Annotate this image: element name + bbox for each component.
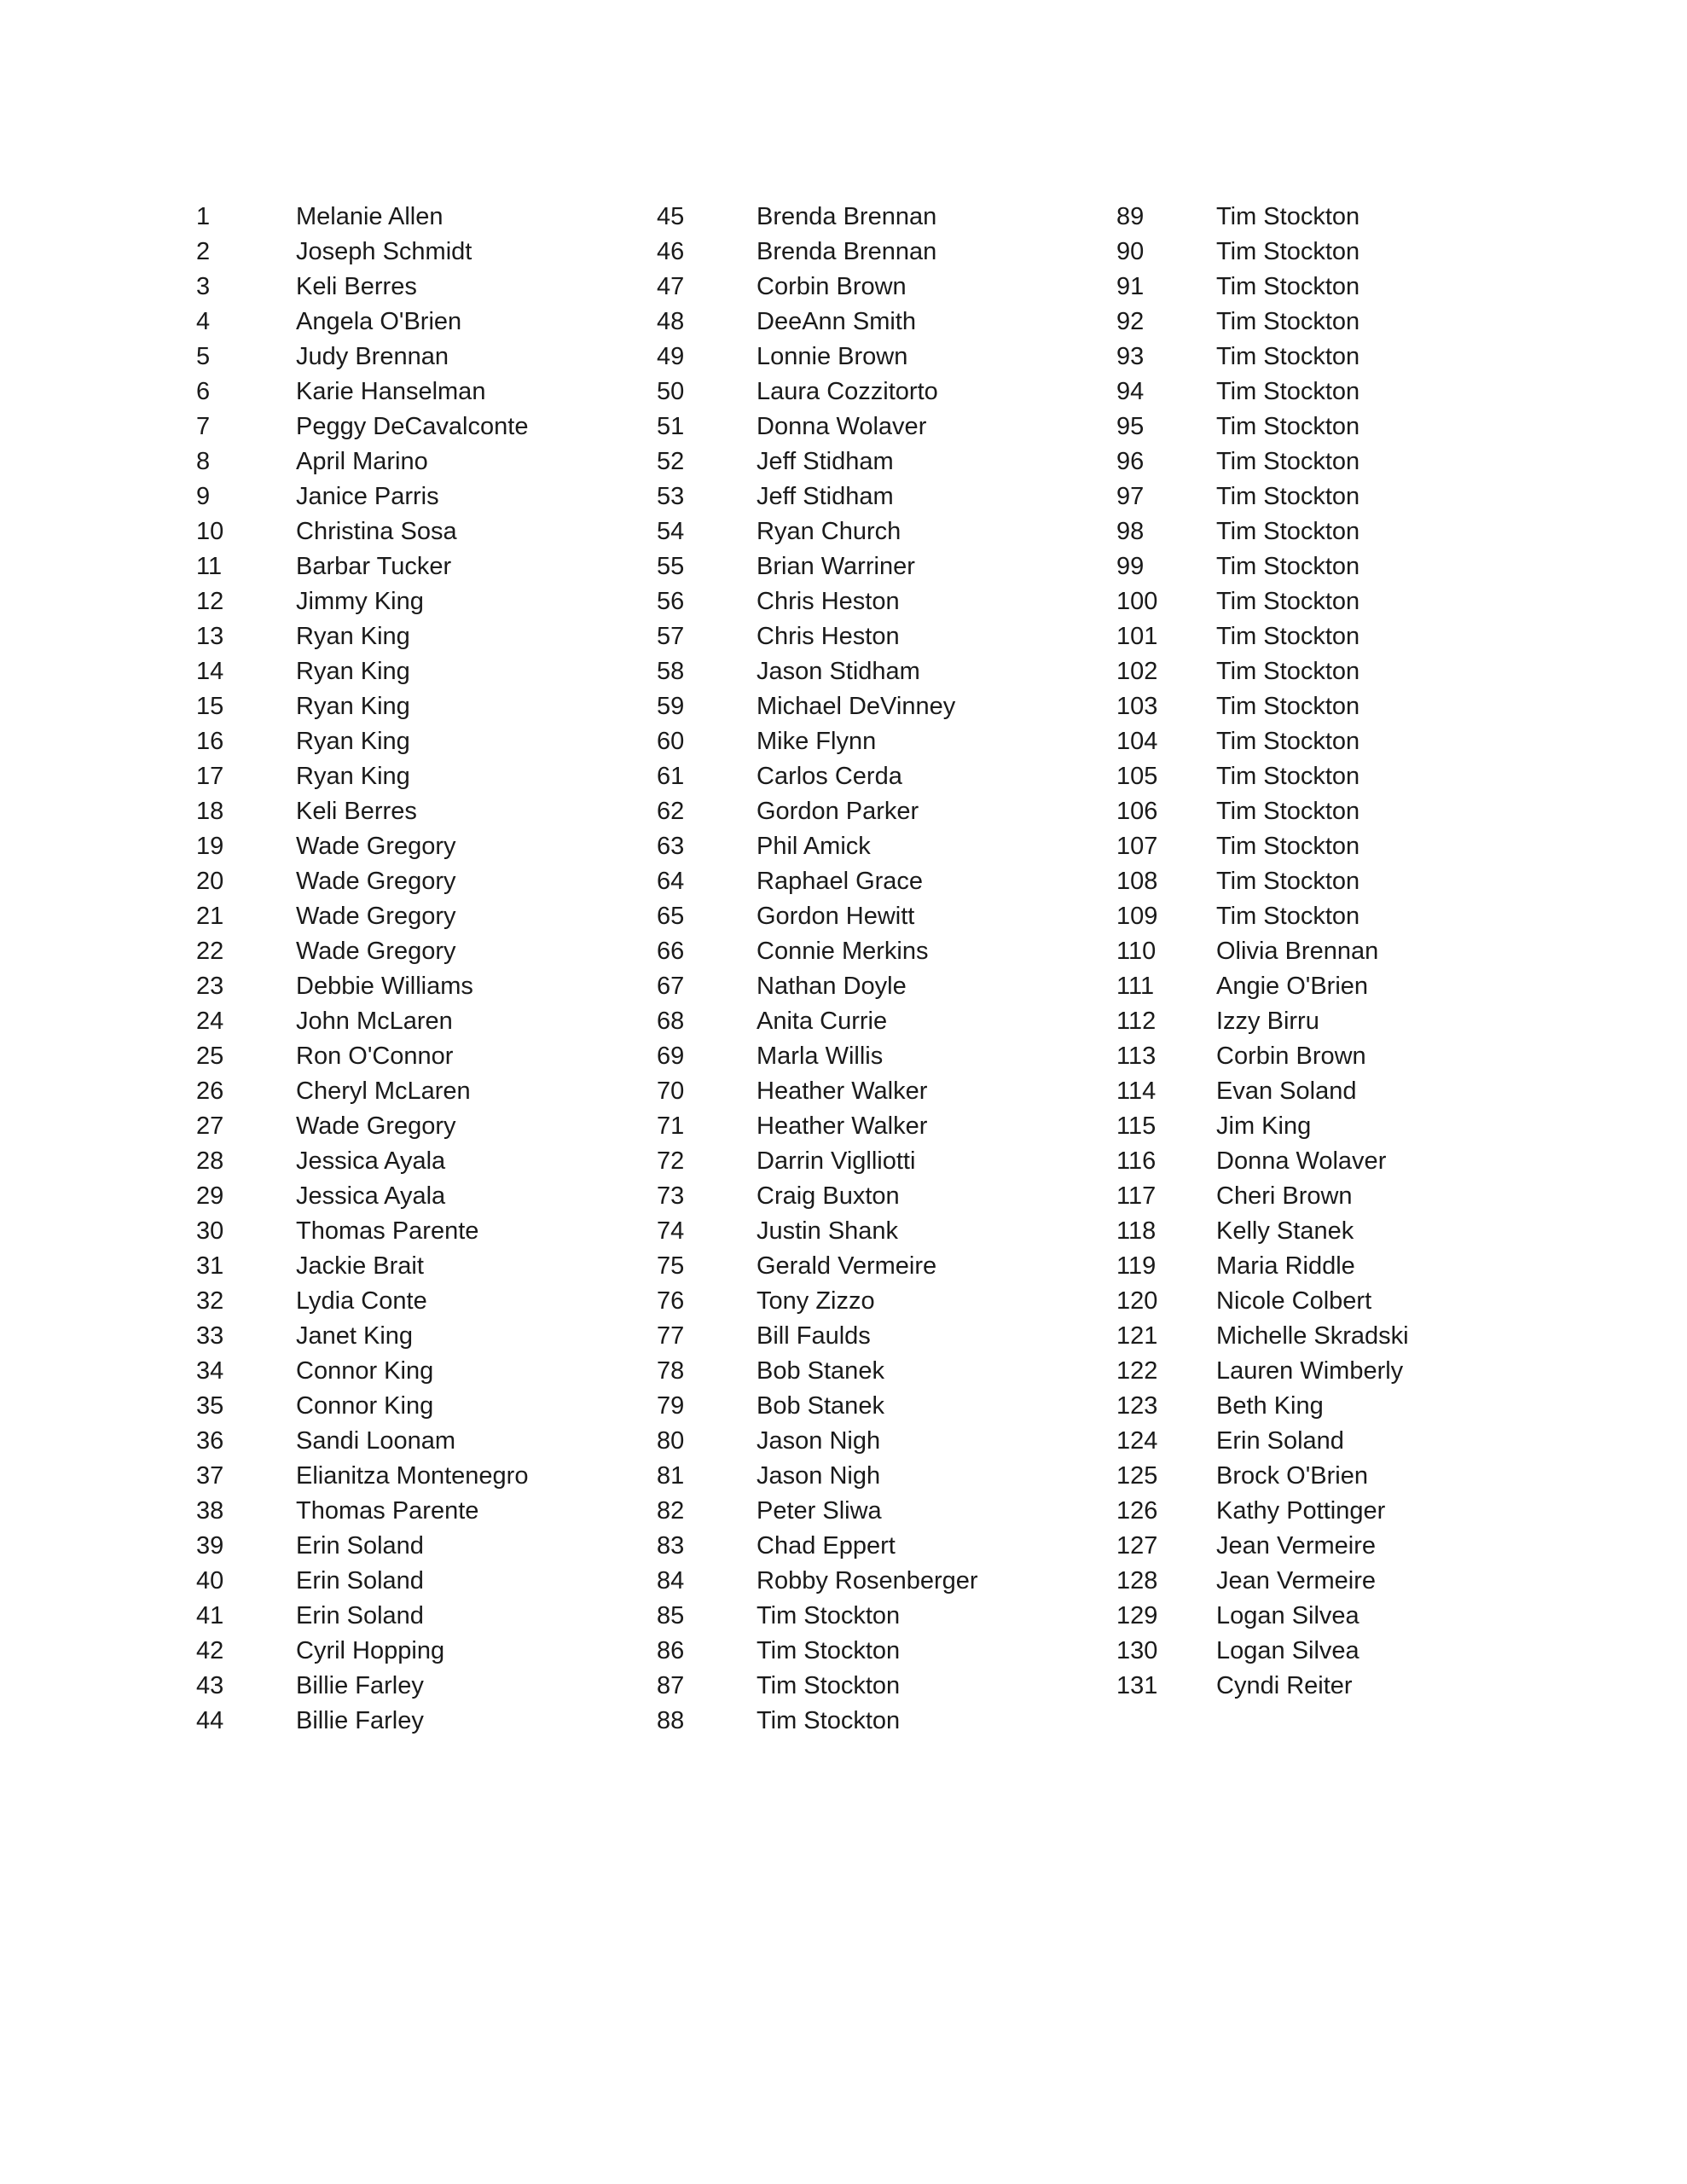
entry-number: 101	[1116, 623, 1158, 650]
entry-name: Wade Gregory	[296, 868, 456, 895]
entry-number: 89	[1116, 203, 1145, 230]
entry-number: 118	[1116, 1217, 1157, 1245]
entry-name: Nicole Colbert	[1216, 1287, 1372, 1315]
entry-name: Melanie Allen	[296, 203, 443, 230]
entry-number: 62	[657, 798, 685, 825]
entry-number: 85	[657, 1602, 685, 1629]
entry-name: Erin Soland	[296, 1567, 424, 1594]
entry-name: Erin Soland	[296, 1532, 424, 1560]
entry-number: 115	[1116, 1112, 1157, 1140]
entry-number: 43	[196, 1672, 224, 1699]
entry-number: 78	[657, 1357, 685, 1385]
entry-name: Bob Stanek	[757, 1357, 884, 1385]
entry-number: 124	[1116, 1427, 1158, 1455]
entry-number: 122	[1116, 1357, 1158, 1385]
entry-number: 14	[196, 658, 224, 685]
entry-number: 94	[1116, 378, 1145, 405]
entry-name: Tim Stockton	[1216, 763, 1360, 790]
entry-name: Jessica Ayala	[296, 1147, 446, 1175]
entry-number: 42	[196, 1637, 224, 1664]
entry-name: Tim Stockton	[1216, 483, 1360, 510]
entry-number: 27	[196, 1112, 224, 1140]
entry-number: 28	[196, 1147, 224, 1175]
entry-name: Phil Amick	[757, 833, 871, 860]
entry-name: Wade Gregory	[296, 938, 456, 965]
entry-name: Cheri Brown	[1216, 1182, 1353, 1210]
entry-name: Wade Gregory	[296, 1112, 456, 1140]
entry-number: 72	[657, 1147, 685, 1175]
entry-name: Peggy DeCavalconte	[296, 413, 529, 440]
entry-name: Jessica Ayala	[296, 1182, 446, 1210]
entry-name: Jeff Stidham	[757, 448, 894, 475]
entry-number: 60	[657, 728, 685, 755]
entry-name: Tony Zizzo	[757, 1287, 875, 1315]
entry-name: Tim Stockton	[1216, 273, 1360, 300]
entry-number: 100	[1116, 588, 1158, 615]
entry-name: Cyril Hopping	[296, 1637, 445, 1664]
entry-number: 129	[1116, 1602, 1158, 1629]
entry-number: 58	[657, 658, 685, 685]
entry-name: Jim King	[1216, 1112, 1312, 1140]
entry-number: 65	[657, 903, 685, 930]
entry-name: Ryan King	[296, 728, 410, 755]
entry-number: 24	[196, 1008, 224, 1035]
entry-number: 108	[1116, 868, 1158, 895]
entry-name: Donna Wolaver	[1216, 1147, 1387, 1175]
entry-name: Anita Currie	[757, 1008, 888, 1035]
entry-name: Tim Stockton	[1216, 308, 1360, 335]
entry-number: 117	[1116, 1182, 1157, 1210]
entry-name: Tim Stockton	[1216, 903, 1360, 930]
entry-name: Jason Nigh	[757, 1462, 881, 1490]
entry-name: Connor King	[296, 1392, 434, 1420]
entry-name: Billie Farley	[296, 1672, 424, 1699]
entry-number: 123	[1116, 1392, 1158, 1420]
entry-number: 92	[1116, 308, 1145, 335]
entry-number: 63	[657, 833, 685, 860]
entry-number: 50	[657, 378, 685, 405]
entry-number: 109	[1116, 903, 1158, 930]
entry-name: Olivia Brennan	[1216, 938, 1379, 965]
entry-number: 111	[1116, 973, 1155, 1000]
entry-name: Tim Stockton	[1216, 728, 1360, 755]
entry-name: Logan Silvea	[1216, 1637, 1359, 1664]
entry-number: 121	[1116, 1322, 1158, 1350]
entry-name: Beth King	[1216, 1392, 1324, 1420]
entry-number: 68	[657, 1008, 685, 1035]
entry-number: 116	[1116, 1147, 1157, 1175]
entry-name: Jean Vermeire	[1216, 1532, 1376, 1560]
entry-name: Cheryl McLaren	[296, 1077, 471, 1105]
entry-name: Logan Silvea	[1216, 1602, 1359, 1629]
entry-number: 2	[196, 238, 211, 265]
entry-number: 64	[657, 868, 685, 895]
entry-name: Tim Stockton	[1216, 343, 1360, 370]
entry-name: Heather Walker	[757, 1077, 928, 1105]
entry-number: 57	[657, 623, 685, 650]
entry-number: 1	[196, 203, 211, 230]
entry-number: 16	[196, 728, 224, 755]
entry-name: Ryan King	[296, 693, 410, 720]
entry-number: 70	[657, 1077, 685, 1105]
entry-number: 66	[657, 938, 685, 965]
entry-name: Tim Stockton	[1216, 868, 1360, 895]
entry-number: 84	[657, 1567, 685, 1594]
entry-number: 23	[196, 973, 224, 1000]
entry-number: 91	[1116, 273, 1145, 300]
entry-number: 81	[657, 1462, 685, 1490]
entry-number: 46	[657, 238, 685, 265]
entry-number: 6	[196, 378, 211, 405]
entry-number: 5	[196, 343, 211, 370]
entry-number: 86	[657, 1637, 685, 1664]
entry-number: 34	[196, 1357, 224, 1385]
entry-number: 104	[1116, 728, 1158, 755]
entry-number: 17	[196, 763, 224, 790]
entry-name: Christina Sosa	[296, 518, 457, 545]
entry-number: 113	[1116, 1043, 1157, 1070]
entry-name: Tim Stockton	[1216, 658, 1360, 685]
entry-name: Tim Stockton	[1216, 553, 1360, 580]
entry-name: Elianitza Montenegro	[296, 1462, 529, 1490]
entry-name: Ryan King	[296, 763, 410, 790]
entry-number: 44	[196, 1707, 224, 1734]
entry-number: 97	[1116, 483, 1145, 510]
entry-name: Jason Stidham	[757, 658, 920, 685]
entry-number: 32	[196, 1287, 224, 1315]
entry-name: Gordon Parker	[757, 798, 919, 825]
entry-number: 13	[196, 623, 224, 650]
entry-number: 77	[657, 1322, 685, 1350]
entry-name: Izzy Birru	[1216, 1008, 1319, 1035]
entry-number: 95	[1116, 413, 1145, 440]
entry-name: Wade Gregory	[296, 903, 456, 930]
entry-name: Chris Heston	[757, 623, 900, 650]
entry-name: Bob Stanek	[757, 1392, 884, 1420]
entry-number: 33	[196, 1322, 224, 1350]
entry-number: 35	[196, 1392, 224, 1420]
entry-number: 105	[1116, 763, 1158, 790]
entry-number: 114	[1116, 1077, 1157, 1105]
entry-number: 112	[1116, 1008, 1157, 1035]
entry-name: Heather Walker	[757, 1112, 928, 1140]
entry-name: Brenda Brennan	[757, 238, 937, 265]
entry-number: 74	[657, 1217, 685, 1245]
entry-name: Tim Stockton	[757, 1707, 901, 1734]
entry-number: 61	[657, 763, 685, 790]
entry-name: Joseph Schmidt	[296, 238, 472, 265]
entry-name: Connor King	[296, 1357, 434, 1385]
entry-name: Sandi Loonam	[296, 1427, 456, 1455]
entry-number: 131	[1116, 1672, 1158, 1699]
entry-name: Nathan Doyle	[757, 973, 907, 1000]
entry-name: Tim Stockton	[1216, 203, 1360, 230]
entry-name: Michael DeVinney	[757, 693, 956, 720]
entry-number: 22	[196, 938, 224, 965]
entry-number: 47	[657, 273, 685, 300]
entry-name: Raphael Grace	[757, 868, 924, 895]
entry-name: Evan Soland	[1216, 1077, 1357, 1105]
entry-name: Tim Stockton	[1216, 448, 1360, 475]
entry-name: Marla Willis	[757, 1043, 884, 1070]
entry-name: Billie Farley	[296, 1707, 424, 1734]
entry-name: Tim Stockton	[1216, 518, 1360, 545]
entry-number: 73	[657, 1182, 685, 1210]
entry-number: 71	[657, 1112, 685, 1140]
entry-name: Lauren Wimberly	[1216, 1357, 1404, 1385]
entry-name: Erin Soland	[1216, 1427, 1344, 1455]
entry-number: 119	[1116, 1252, 1157, 1280]
entry-name: Lydia Conte	[296, 1287, 427, 1315]
entry-name: Brock O'Brien	[1216, 1462, 1368, 1490]
entry-name: Kathy Pottinger	[1216, 1497, 1386, 1525]
entry-name: Wade Gregory	[296, 833, 456, 860]
entry-number: 38	[196, 1497, 224, 1525]
entry-name: Mike Flynn	[757, 728, 877, 755]
entry-number: 87	[657, 1672, 685, 1699]
entry-number: 102	[1116, 658, 1158, 685]
entry-number: 96	[1116, 448, 1145, 475]
entry-name: Erin Soland	[296, 1602, 424, 1629]
entry-number: 69	[657, 1043, 685, 1070]
entry-number: 18	[196, 798, 224, 825]
entry-name: Karie Hanselman	[296, 378, 486, 405]
entry-name: Debbie Williams	[296, 973, 473, 1000]
entry-number: 99	[1116, 553, 1145, 580]
entry-name: Tim Stockton	[757, 1637, 901, 1664]
entry-name: Justin Shank	[757, 1217, 899, 1245]
entry-name: Ron O'Connor	[296, 1043, 454, 1070]
entry-number: 120	[1116, 1287, 1158, 1315]
entry-name: Brian Warriner	[757, 553, 915, 580]
entry-name: Tim Stockton	[757, 1672, 901, 1699]
entry-number: 52	[657, 448, 685, 475]
entry-number: 110	[1116, 938, 1157, 965]
entry-name: Tim Stockton	[757, 1602, 901, 1629]
entry-name: Corbin Brown	[1216, 1043, 1366, 1070]
entry-name: Gordon Hewitt	[757, 903, 915, 930]
entry-name: Janet King	[296, 1322, 414, 1350]
entry-number: 93	[1116, 343, 1145, 370]
entry-name: Chad Eppert	[757, 1532, 896, 1560]
entry-number: 98	[1116, 518, 1145, 545]
entry-name: Brenda Brennan	[757, 203, 937, 230]
entry-number: 30	[196, 1217, 224, 1245]
entry-name: Barbar Tucker	[296, 553, 452, 580]
entry-name: Jackie Brait	[296, 1252, 424, 1280]
entry-number: 45	[657, 203, 685, 230]
entry-number: 80	[657, 1427, 685, 1455]
entry-name: Peter Sliwa	[757, 1497, 882, 1525]
entry-name: Angie O'Brien	[1216, 973, 1369, 1000]
entry-number: 7	[196, 413, 211, 440]
entry-number: 125	[1116, 1462, 1158, 1490]
entry-number: 40	[196, 1567, 224, 1594]
entry-name: Connie Merkins	[757, 938, 929, 965]
entry-number: 29	[196, 1182, 224, 1210]
entry-number: 8	[196, 448, 211, 475]
entry-number: 19	[196, 833, 224, 860]
entry-name: Tim Stockton	[1216, 378, 1360, 405]
entry-number: 37	[196, 1462, 224, 1490]
entry-number: 21	[196, 903, 224, 930]
entry-number: 103	[1116, 693, 1158, 720]
entry-name: Cyndi Reiter	[1216, 1672, 1353, 1699]
entry-number: 49	[657, 343, 685, 370]
entry-name: Keli Berres	[296, 798, 417, 825]
entry-name: Chris Heston	[757, 588, 900, 615]
entry-name: April Marino	[296, 448, 428, 475]
entry-number: 15	[196, 693, 224, 720]
entry-number: 31	[196, 1252, 224, 1280]
entry-name: Ryan King	[296, 623, 410, 650]
entry-number: 39	[196, 1532, 224, 1560]
entry-name: Carlos Cerda	[757, 763, 902, 790]
entry-number: 59	[657, 693, 685, 720]
entry-number: 127	[1116, 1532, 1158, 1560]
entry-name: Angela O'Brien	[296, 308, 462, 335]
entry-number: 55	[657, 553, 685, 580]
entry-name: Tim Stockton	[1216, 623, 1360, 650]
entry-number: 54	[657, 518, 685, 545]
entry-name: Janice Parris	[296, 483, 439, 510]
entry-name: Thomas Parente	[296, 1497, 479, 1525]
entry-number: 75	[657, 1252, 685, 1280]
entry-name: Jean Vermeire	[1216, 1567, 1376, 1594]
entry-number: 4	[196, 308, 211, 335]
entry-name: Jeff Stidham	[757, 483, 894, 510]
entry-name: Kelly Stanek	[1216, 1217, 1354, 1245]
entry-number: 3	[196, 273, 211, 300]
entry-name: Jimmy King	[296, 588, 424, 615]
entry-name: Tim Stockton	[1216, 798, 1360, 825]
entry-number: 88	[657, 1707, 685, 1734]
entry-number: 67	[657, 973, 685, 1000]
entry-number: 56	[657, 588, 685, 615]
entry-number: 106	[1116, 798, 1158, 825]
entry-name: John McLaren	[296, 1008, 453, 1035]
entry-number: 107	[1116, 833, 1158, 860]
entry-name: Judy Brennan	[296, 343, 449, 370]
entry-name: DeeAnn Smith	[757, 308, 916, 335]
entry-name: Tim Stockton	[1216, 588, 1360, 615]
entry-number: 26	[196, 1077, 224, 1105]
entry-name: Donna Wolaver	[757, 413, 927, 440]
entry-name: Craig Buxton	[757, 1182, 900, 1210]
entry-number: 76	[657, 1287, 685, 1315]
entry-number: 10	[196, 518, 224, 545]
entry-number: 51	[657, 413, 685, 440]
entry-name: Thomas Parente	[296, 1217, 479, 1245]
entry-name: Keli Berres	[296, 273, 417, 300]
entry-name: Gerald Vermeire	[757, 1252, 937, 1280]
entry-name: Jason Nigh	[757, 1427, 881, 1455]
entry-number: 126	[1116, 1497, 1158, 1525]
entry-number: 83	[657, 1532, 685, 1560]
entry-name: Laura Cozzitorto	[757, 378, 938, 405]
entry-number: 48	[657, 308, 685, 335]
entry-name: Bill Faulds	[757, 1322, 871, 1350]
entry-name: Ryan Church	[757, 518, 901, 545]
entry-number: 90	[1116, 238, 1145, 265]
entry-name: Darrin Viglliotti	[757, 1147, 916, 1175]
entry-name: Maria Riddle	[1216, 1252, 1355, 1280]
entry-number: 82	[657, 1497, 685, 1525]
entry-number: 36	[196, 1427, 224, 1455]
entry-number: 12	[196, 588, 224, 615]
entry-name: Robby Rosenberger	[757, 1567, 978, 1594]
entry-number: 9	[196, 483, 211, 510]
entry-number: 11	[196, 553, 223, 580]
entry-name: Lonnie Brown	[757, 343, 908, 370]
entry-number: 130	[1116, 1637, 1158, 1664]
entry-name: Corbin Brown	[757, 273, 907, 300]
entry-number: 25	[196, 1043, 224, 1070]
entry-name: Ryan King	[296, 658, 410, 685]
entry-number: 41	[196, 1602, 224, 1629]
entry-name: Tim Stockton	[1216, 833, 1360, 860]
entry-name: Michelle Skradski	[1216, 1322, 1409, 1350]
entry-name: Tim Stockton	[1216, 693, 1360, 720]
entry-number: 128	[1116, 1567, 1158, 1594]
entry-name: Tim Stockton	[1216, 413, 1360, 440]
entry-number: 20	[196, 868, 224, 895]
entry-number: 53	[657, 483, 685, 510]
entry-name: Tim Stockton	[1216, 238, 1360, 265]
entry-number: 79	[657, 1392, 685, 1420]
